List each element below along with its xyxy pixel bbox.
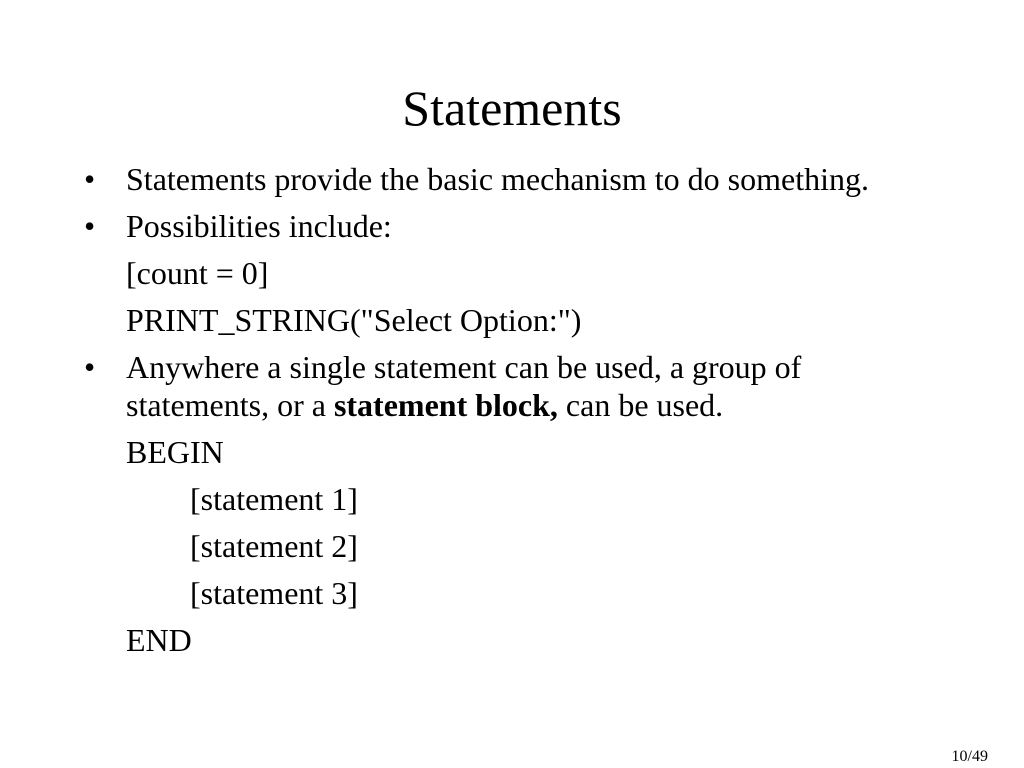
bullet-marker: • xyxy=(84,349,96,385)
bullet-text-part: Anywhere a single statement can be used, a group of statements, or a xyxy=(126,349,802,423)
bullet-marker: • xyxy=(84,161,96,197)
bullet-text-part: can be used. xyxy=(557,387,724,423)
code-line-end: END xyxy=(126,622,192,658)
bullet-item xyxy=(0,207,946,245)
slide-content xyxy=(0,160,1024,659)
bold-term: statement block, xyxy=(333,387,558,423)
bullet-marker: • xyxy=(84,208,96,244)
code-line-begin: BEGIN xyxy=(126,434,224,470)
bullet-item xyxy=(0,348,946,424)
code-line: [statement 2] xyxy=(190,528,358,564)
slide-title: Statements xyxy=(402,80,622,136)
bullet-item xyxy=(0,160,946,198)
bullet-text: Statements provide the basic mechanism to do something. xyxy=(126,161,869,197)
code-line: [statement 1] xyxy=(190,481,358,517)
bullet-text xyxy=(126,349,801,423)
code-line: [statement 3] xyxy=(190,575,358,611)
page-number: 10/49 xyxy=(951,748,988,765)
code-line: PRINT_STRING("Select Option:") xyxy=(126,302,582,338)
code-line: [count = 0] xyxy=(126,255,269,291)
bullet-text: Possibilities include: xyxy=(126,208,392,244)
